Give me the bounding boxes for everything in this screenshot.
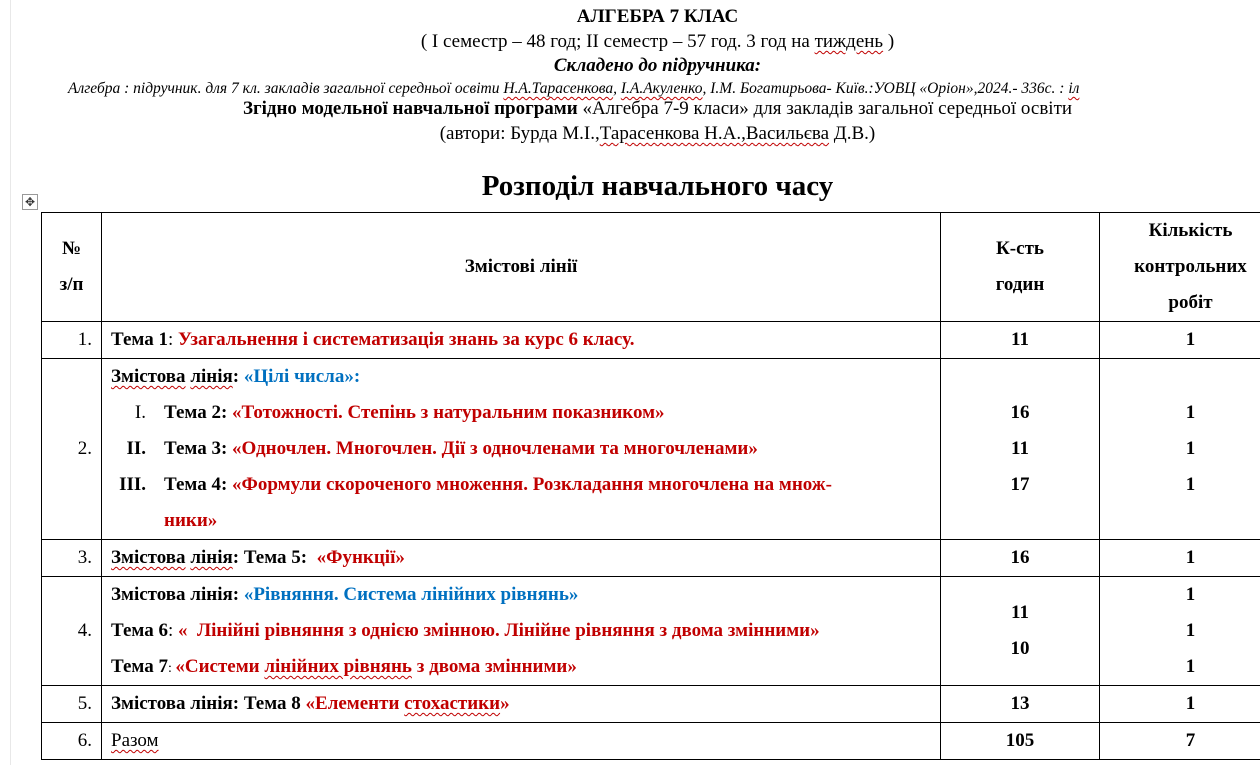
line-name: «Цілі числа»:	[243, 366, 361, 387]
header-lines: Змістові лінії	[102, 213, 941, 322]
table-row	[42, 322, 1260, 359]
topic-label: Тема 7	[111, 656, 168, 677]
line-label-b: лінія	[190, 366, 233, 387]
row-tests: 7	[1100, 723, 1260, 760]
program-bold: Згідно модельної навчальної програми	[242, 98, 578, 119]
subtopic	[102, 395, 940, 431]
topic-colon: :	[167, 329, 178, 350]
header-tests-c: робіт	[1168, 292, 1213, 313]
row-hours	[941, 359, 1100, 540]
topic-name: «Функції»	[316, 547, 405, 568]
table-row	[42, 577, 1260, 686]
topic-name-a: «Елементи	[305, 693, 405, 714]
header-hours	[941, 213, 1100, 322]
line-label-a: Змістова	[111, 547, 186, 568]
topic-name: «Одночлен. Многочлен. Дії з одночленами та многочленами»	[232, 438, 758, 459]
subtopic-hours: 16	[1010, 402, 1030, 423]
textbook-heading: Складено до підручника:	[553, 55, 762, 76]
topic-name-c: з двома змінними»	[411, 656, 577, 677]
row-topic	[102, 540, 941, 577]
authors-line	[0, 123, 1260, 145]
roman-numeral: I.	[134, 402, 146, 423]
textbook-il: іл	[1068, 80, 1080, 97]
topic-label: Змістова лінія: Тема 8	[111, 693, 306, 714]
hours-line	[0, 31, 1260, 53]
topic-name-continued: ники»	[164, 510, 218, 531]
row-number: 3.	[42, 540, 102, 577]
row-topic	[102, 686, 941, 723]
hours-suffix: )	[883, 31, 895, 52]
row-number: 4.	[42, 577, 102, 686]
subtopic-hours: 11	[1011, 602, 1029, 623]
row-topic	[102, 322, 941, 359]
content-line-heading	[102, 359, 940, 395]
topic-name-b: лінійних рівнянь	[264, 656, 412, 677]
subtopic-tests: 1	[1185, 620, 1196, 641]
topic-name: « Лінійні рівняння з однією змінною. Лінійне рівняння з двома змінними»	[177, 620, 820, 641]
roman-numeral: II.	[126, 438, 146, 459]
plan-table	[41, 212, 1260, 760]
header-tests-a: Кількість	[1148, 220, 1233, 241]
subtopic-tests: 1	[1185, 474, 1196, 495]
authors-names: Тарасенкова Н.А.,Васильєва	[599, 123, 830, 144]
subtopic-tests: 1	[1185, 584, 1196, 605]
row-tests	[1100, 359, 1260, 540]
header-tests-b: контрольних	[1134, 256, 1247, 277]
subtopic-hours: 17	[1010, 474, 1030, 495]
subtopic	[102, 431, 940, 467]
textbook-author-1: Н.А.Тарасенкова	[503, 80, 614, 97]
header-hours-b: годин	[995, 274, 1045, 295]
topic-label: Тема 6	[111, 620, 168, 641]
row-tests: 1	[1100, 686, 1260, 723]
topic-colon: :	[167, 661, 176, 676]
table-row	[42, 723, 1260, 760]
topic-name: «Тотожності. Степінь з натуральним показником»	[232, 402, 665, 423]
row-topic	[102, 723, 941, 760]
roman-numeral: III.	[119, 474, 146, 495]
row-hours: 11	[941, 322, 1100, 359]
table-header-row	[42, 213, 1260, 322]
line-label: Змістова лінія:	[111, 584, 244, 605]
row-number: 6.	[42, 723, 102, 760]
textbook-reference	[68, 78, 1079, 100]
program-rest: «Алгебра 7-9 класи» для закладів загальної середньої освіти	[577, 98, 1073, 119]
topic-name: Узагальнення і систематизація знань за курс 6 класу.	[177, 329, 635, 350]
authors-text: (автори: Бурда М.І.,	[439, 123, 600, 144]
subtopic-hours: 11	[1011, 438, 1029, 459]
textbook-author-2: І.А.Акуленко	[620, 80, 703, 97]
table-row	[42, 359, 1260, 540]
row-tests	[1100, 577, 1260, 686]
hours-text: ( І семестр – 48 год; ІІ семестр – 57 год. 3 год на	[420, 31, 815, 52]
topic-label: Тема 1	[111, 329, 168, 350]
subtopic-hours: 10	[1010, 638, 1030, 659]
row-hours: 16	[941, 540, 1100, 577]
textbook-publisher: , І.М. Богатирьова- Київ.:УОВЦ «Оріон»,2024.- 336с. :	[702, 80, 1069, 97]
subtopic-tests: 1	[1185, 402, 1196, 423]
row-topic	[102, 359, 941, 540]
topic-label: Тема 4:	[164, 474, 233, 495]
topic-name-b: стохастики	[404, 693, 501, 714]
header-num-a: №	[61, 238, 82, 259]
program-line	[0, 98, 1260, 120]
table-title: Розподіл навчального часу	[481, 170, 834, 202]
row-number: 2.	[42, 359, 102, 540]
topic-colon: :	[167, 620, 178, 641]
topic-name: «Формули скороченого множення. Розкладання многочлена на множ-	[232, 474, 832, 495]
topic-6	[102, 613, 940, 649]
authors-end: Д.В.)	[829, 123, 876, 144]
topic-label: : Тема 5:	[232, 547, 317, 568]
textbook-sep: ,	[613, 80, 621, 97]
subtopic-tests: 1	[1185, 438, 1196, 459]
move-arrows-icon[interactable]: ✥	[22, 194, 38, 210]
row-hours: 13	[941, 686, 1100, 723]
row-number: 1.	[42, 322, 102, 359]
row-number: 5.	[42, 686, 102, 723]
total-label: Разом	[111, 730, 159, 751]
doc-title: АЛГЕБРА 7 КЛАС	[576, 6, 739, 27]
row-topic	[102, 577, 941, 686]
subtopic	[102, 467, 940, 503]
topic-7	[102, 649, 940, 685]
line-name: «Рівняння. Система лінійних рівнянь»	[243, 584, 579, 605]
topic-name-a: «Системи	[175, 656, 265, 677]
textbook-text: Алгебра : підручник. для 7 кл. закладів загальної середньої освіти	[68, 80, 504, 97]
row-hours: 105	[941, 723, 1100, 760]
header-tests	[1100, 213, 1260, 322]
topic-name-c: »	[500, 693, 510, 714]
content-line-heading	[102, 577, 940, 613]
subtopic-tests: 1	[1185, 656, 1196, 677]
header-num-b: з/п	[59, 274, 84, 295]
hours-word: тиждень	[814, 31, 884, 52]
table-row	[42, 540, 1260, 577]
row-tests: 1	[1100, 322, 1260, 359]
line-label-b: лінія	[190, 547, 233, 568]
row-tests: 1	[1100, 540, 1260, 577]
header-num	[42, 213, 102, 322]
topic-label: Тема 2:	[164, 402, 233, 423]
row-hours	[941, 577, 1100, 686]
topic-label: Тема 3:	[164, 438, 233, 459]
line-colon: :	[232, 366, 244, 387]
header-hours-a: К-сть	[996, 238, 1044, 259]
line-label-a: Змістова	[111, 366, 186, 387]
table-row	[42, 686, 1260, 723]
